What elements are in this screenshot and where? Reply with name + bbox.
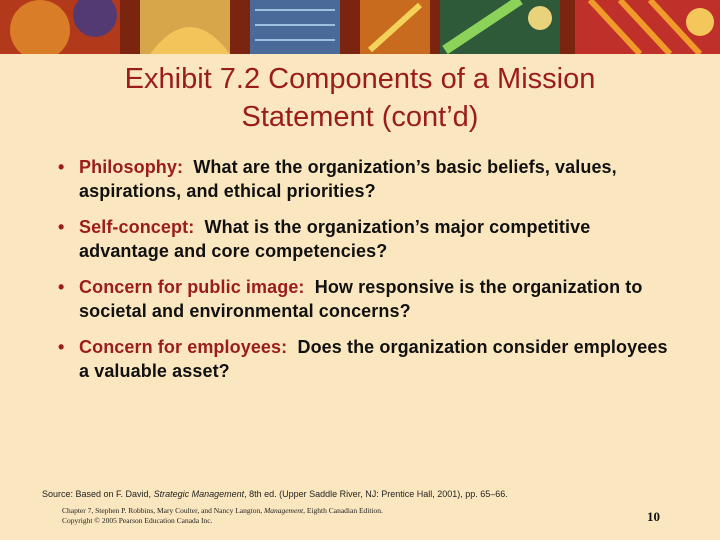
bullet-text: Does the organization consider employees a valuable asset?: [79, 337, 668, 381]
footer-line-1: [62, 506, 383, 516]
footer-line-2: Copyright © 2005 Pearson Education Canada Inc.: [62, 516, 213, 525]
footer-suffix: , Eighth Canadian Edition.: [303, 506, 383, 515]
bullet-term: Concern for employees:: [79, 337, 288, 357]
copyright-footer: [62, 506, 383, 526]
footer-prefix: Chapter 7, Stephen P. Robbins, Mary Coulter, and Nancy Langton,: [62, 506, 264, 515]
title-line-1: Exhibit 7.2 Components of a Mission: [124, 63, 596, 95]
bullet-list: [58, 155, 678, 395]
bullet-text: How responsive is the organization to societal and environmental concerns?: [79, 277, 643, 321]
bullet-dot-icon: •: [58, 337, 65, 357]
bullet-term: Self-concept:: [79, 217, 195, 237]
source-citation: [42, 489, 508, 499]
source-suffix: , 8th ed. (Upper Saddle River, NJ: Prentice Hall, 2001), pp. 65–66.: [244, 489, 508, 499]
bullet-dot-icon: •: [58, 157, 65, 177]
bullet-text: What are the organization’s basic beliefs, values, aspirations, and ethical priorities?: [79, 157, 617, 201]
bullet-text: What is the organization’s major competitive advantage and core competencies?: [79, 217, 591, 261]
bullet-item: [58, 155, 678, 203]
slide-title: [60, 60, 660, 136]
bullet-item: [58, 215, 678, 263]
bullet-term: Philosophy:: [79, 157, 184, 177]
page-number: 10: [647, 509, 660, 524]
bullet-item: [58, 275, 678, 323]
bullet-item: [58, 335, 678, 383]
decorative-banner: [0, 0, 720, 54]
bullet-term: Concern for public image:: [79, 277, 305, 297]
source-prefix: Source: Based on F. David,: [42, 489, 154, 499]
bullet-dot-icon: •: [58, 277, 65, 297]
footer-book-title: Management: [263, 506, 304, 515]
source-book-title: Strategic Management: [153, 489, 245, 499]
title-line-2: Statement (cont’d): [241, 101, 479, 133]
bullet-dot-icon: •: [58, 217, 65, 237]
banner-illustration: [0, 0, 720, 54]
